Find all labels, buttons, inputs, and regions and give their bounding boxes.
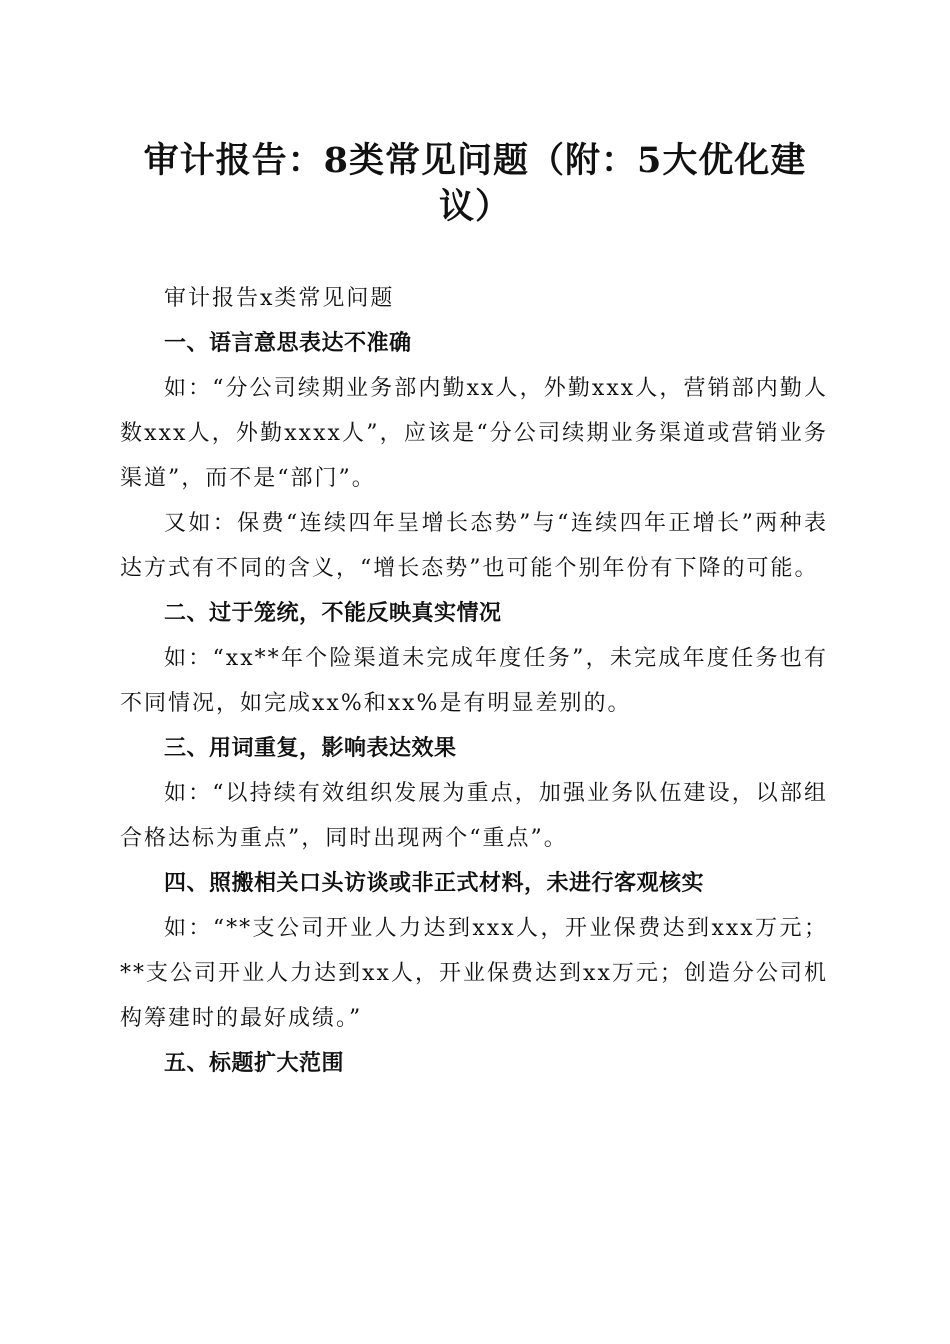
document-body — [120, 276, 828, 1086]
section-heading-4: 四、照搬相关口头访谈或非正式材料，未进行客观核实 — [164, 871, 705, 896]
body-paragraph: 如：“以持续有效组织发展为重点，加强业务队伍建设，以部组合格达标为重点”，同时出现两个“重点”。 — [120, 781, 828, 851]
document-title: 审计报告：8类常见问题（附：5大优化建议） — [143, 140, 807, 227]
body-paragraph: 如：“xx**年个险渠道未完成年度任务”，未完成年度任务也有不同情况，如完成xx%和xx%是有明显差别的。 — [120, 646, 828, 716]
body-paragraph: 如：“分公司续期业务部内勤xx人，外勤xxx人，营销部内勤人数xxx人，外勤xxxx人”，应该是“分公司续期业务渠道或营销业务渠道”，而不是“部门”。 — [120, 376, 828, 491]
body-paragraph: 如：“**支公司开业人力达到xxx人，开业保费达到xxx万元；**支公司开业人力达到xx人，开业保费达到xx万元；创造分公司机构筹建时的最好成绩。” — [120, 916, 828, 1031]
section-heading-1: 一、语言意思表达不准确 — [164, 331, 412, 356]
body-paragraph: 又如：保费“连续四年呈增长态势”与“连续四年正增长”两种表达方式有不同的含义，“增长态势”也可能个别年份有下降的可能。 — [120, 511, 828, 581]
section-heading-3: 三、用词重复，影响表达效果 — [164, 736, 457, 761]
section-intro: 审计报告x类常见问题 — [164, 286, 395, 311]
section-heading-5: 五、标题扩大范围 — [164, 1051, 345, 1076]
section-heading-2: 二、过于笼统，不能反映真实情况 — [164, 601, 502, 626]
